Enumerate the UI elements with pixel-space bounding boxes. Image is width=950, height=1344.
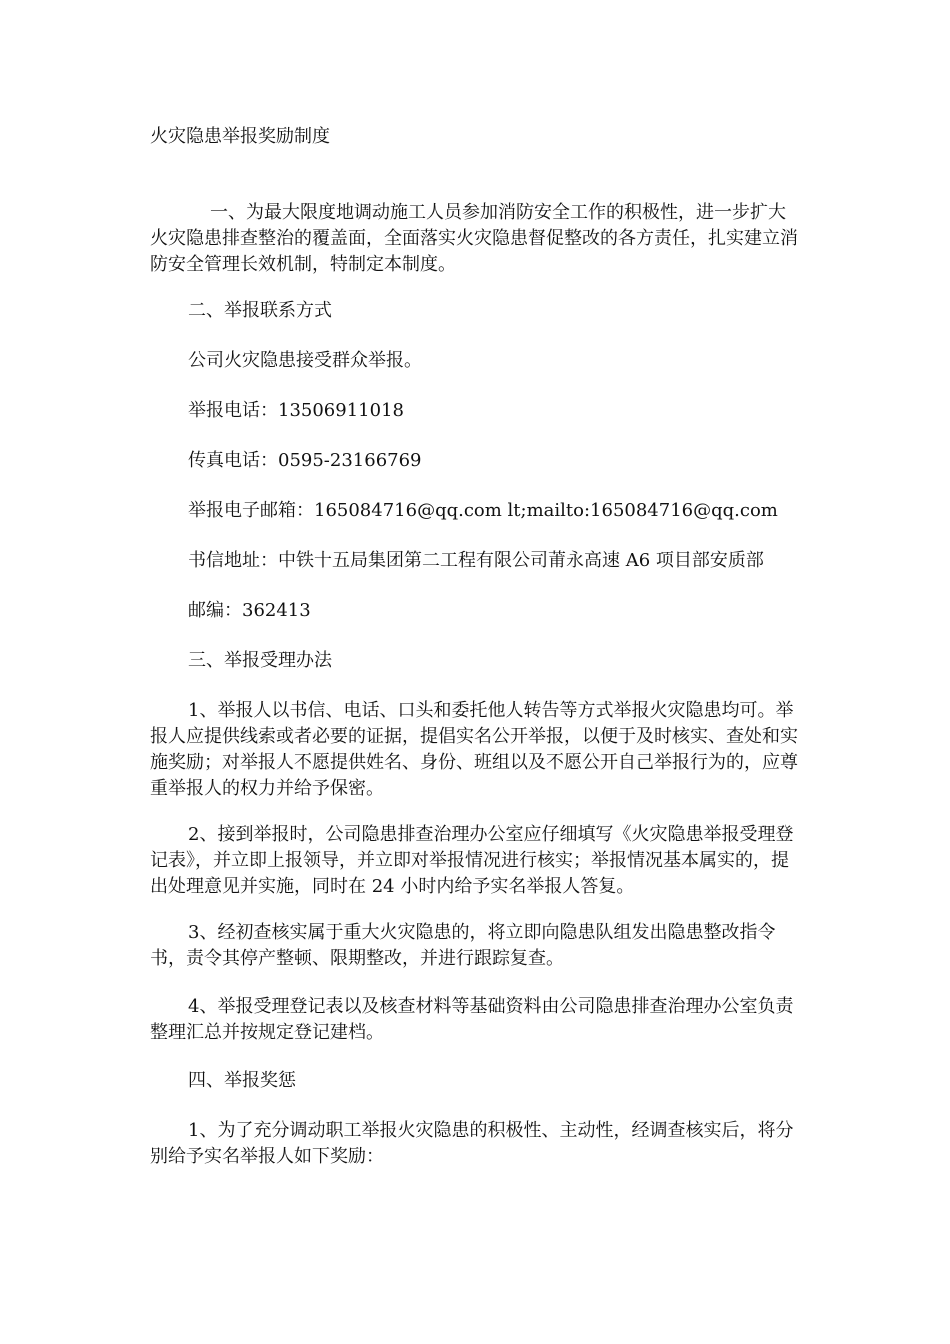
section4-heading: 四、举报奖惩: [188, 1070, 296, 1091]
section3-item: 4、举报受理登记表以及核查材料等基础资料由公司隐患排查治理办公室负责整理汇总并按规定登记建档。: [150, 996, 794, 1043]
section3-heading: 三、举报受理办法: [188, 650, 332, 671]
section4-item: 1、为了充分调动职工举报火灾隐患的积极性、主动性，经调查核实后，将分别给予实名举报人如下奖励：: [150, 1120, 794, 1167]
report-intro: 公司火灾隐患接受群众举报。: [188, 350, 422, 371]
section3-item: 3、经初查核实属于重大火灾隐患的，将立即向隐患队组发出隐患整改指令书，责令其停产整顿、限期整改，并进行跟踪复查。: [150, 922, 776, 969]
report-email: 举报电子邮箱：165084716@qq.com lt;mailto:165084716@qq.com: [188, 500, 778, 521]
report-fax: 传真电话：0595-23166769: [188, 450, 422, 471]
report-phone: 举报电话：13506911018: [188, 400, 404, 421]
section1-paragraph: 一、为最大限度地调动施工人员参加消防安全工作的积极性，进一步扩大火灾隐患排查整治的覆盖面，全面落实火灾隐患督促整改的各方责任，扎实建立消防安全管理长效机制，特制定本制度。: [150, 202, 798, 275]
document-title: 火灾隐患举报奖励制度: [150, 126, 330, 147]
section2-heading: 二、举报联系方式: [188, 300, 332, 321]
report-postcode: 邮编：362413: [188, 600, 311, 621]
section3-item: 2、接到举报时，公司隐患排查治理办公室应仔细填写《火灾隐患举报受理登记表》，并立即上报领导，并立即对举报情况进行核实；举报情况基本属实的，提出处理意见并实施，同时在 24 小时内给予实名举报人答复。: [150, 824, 794, 897]
section3-item: 1、举报人以书信、电话、口头和委托他人转告等方式举报火灾隐患均可。举报人应提供线索或者必要的证据，提倡实名公开举报，以便于及时核实、查处和实施奖励；对举报人不愿提供姓名、身份、班组以及不愿公开自己举报行为的，应尊重举报人的权力并给予保密。: [150, 700, 798, 799]
report-address: 书信地址：中铁十五局集团第二工程有限公司莆永高速 A6 项目部安质部: [188, 550, 764, 571]
